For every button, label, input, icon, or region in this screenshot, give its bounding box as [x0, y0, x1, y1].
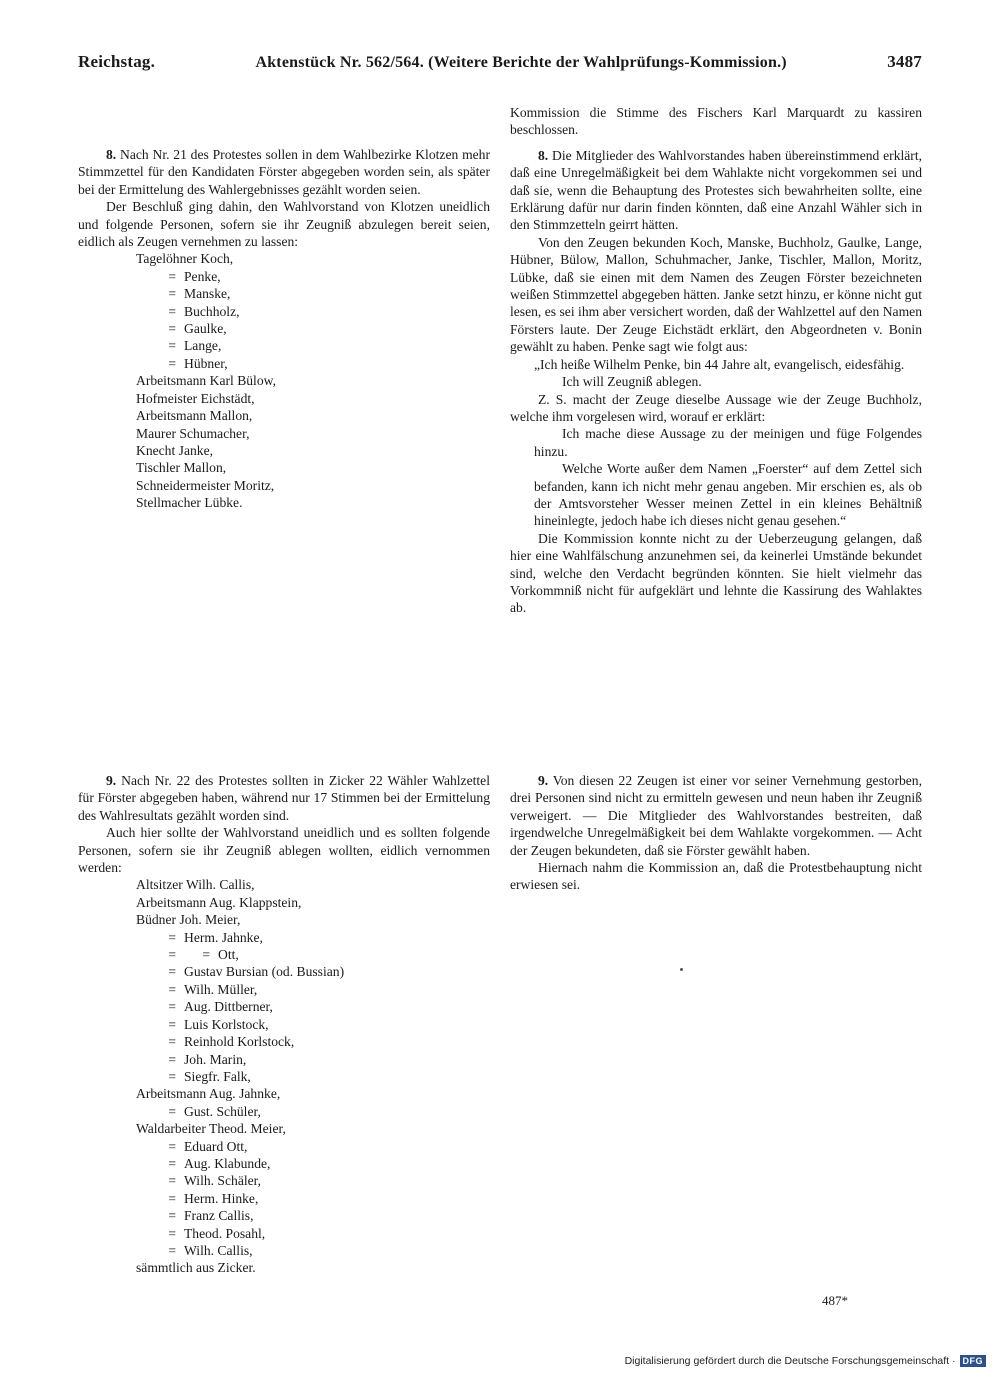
witness-entry — [78, 1120, 490, 1137]
witness-occupation: Arbeitsmann — [136, 1086, 207, 1102]
witness-entry — [78, 946, 490, 963]
ditto-mark: = — [168, 1208, 176, 1224]
ditto-mark: = — [168, 929, 176, 945]
quote-4: Ich mache diese Aussage zu der meinigen und füge Folgendes hinzu. — [534, 426, 922, 459]
witness-name: Lübke. — [204, 495, 243, 511]
witness-name: Moritz, — [233, 477, 275, 493]
witness-entry — [78, 1085, 490, 1102]
witness-entry — [78, 1190, 490, 1207]
quote-2: Ich will Zeugniß ablegen. — [562, 374, 702, 390]
dfg-logo: DFG — [960, 1355, 987, 1367]
ditto-mark: = — [168, 1016, 176, 1032]
witness-name: Franz Callis, — [184, 1208, 254, 1224]
s9-witness-list — [78, 876, 490, 1259]
witness-entry — [78, 285, 490, 302]
witness-entry — [78, 1225, 490, 1242]
ink-speck — [680, 968, 683, 971]
witness-entry — [78, 459, 490, 476]
running-header — [78, 52, 922, 72]
witness-entry — [78, 1051, 490, 1068]
page-number: 3487 — [887, 52, 922, 71]
r8-p1: 8. Die Mitglieder des Wahlvorstandes haben übereinstimmend erklärt, daß eine Unregelmäßigkeit bei dem Wahlakte nicht vorgekommen sei und daß sie, wenn die Behauptung des Protestes sich bewahrheiten sollte, eine Erklärung dafür nur darin finden könnten, daß eine Anzahl Wähler sich in den Stimmzetteln geirrt hätten. — [510, 147, 923, 233]
witness-name: Eduard Ott, — [184, 1138, 248, 1154]
witness-entry — [78, 1033, 490, 1050]
witness-occupation: Maurer — [136, 425, 177, 441]
ditto-mark: = — [168, 981, 176, 997]
witness-entry — [78, 929, 490, 946]
witness-name: Theod. Posahl, — [184, 1225, 266, 1241]
witness-entry — [78, 1155, 490, 1172]
witness-entry — [78, 963, 490, 980]
witness-entry — [78, 1138, 490, 1155]
ditto-mark: = — [168, 1103, 176, 1119]
witness-entry — [78, 1242, 490, 1259]
s8-decision: Der Beschluß ging dahin, den Wahlvorstand von Klotzen uneidlich und folgende Personen, sofern sie ihr Zeugniß abzulegen bereit seien, eidlich als Zeugen vernehmen zu lassen: — [78, 199, 490, 250]
r9-p1: 9. Von diesen 22 Zeugen ist einer vor seiner Vernehmung gestorben, drei Personen sind nicht zu ermitteln gewesen und neun haben ihr Zeugniß verweigert. — Die Mitglieder des Wahlvorstandes bestreiten, daß irgendwelche Unregelmäßigkeit bei dem Wahlakte vorgekommen. — Acht der Zeugen bekundeten, daß sie Förster gewählt haben. — [510, 773, 922, 858]
witness-name: Gustav Bursian (od. Bussian) — [184, 964, 345, 980]
credit-text: Digitalisierung gefördert durch die Deutsche Forschungsgemeinschaft · — [624, 1355, 956, 1367]
ditto-mark: = — [168, 999, 176, 1015]
witness-name: Karl Bülow, — [209, 373, 276, 389]
ditto-mark: = — [168, 355, 176, 371]
witness-entry — [78, 407, 490, 424]
ditto-mark: = — [168, 964, 176, 980]
witness-name: Wilh. Schäler, — [184, 1173, 262, 1189]
quote-1: „Ich heiße Wilhelm Penke, bin 44 Jahre alt, evangelisch, eidesfähig. — [534, 356, 905, 372]
witness-name: Aug. Klappstein, — [208, 894, 302, 910]
witness-occupation: Waldarbeiter — [136, 1121, 206, 1137]
witness-name: Wilh. Callis, — [184, 1242, 253, 1258]
ditto-mark: = — [202, 947, 210, 963]
witness-entry — [78, 1016, 490, 1033]
witness-occupation: Hofmeister — [136, 390, 198, 406]
witness-entry — [78, 425, 490, 442]
witness-occupation: Arbeitsmann — [136, 408, 207, 424]
witness-entry — [78, 1103, 490, 1120]
witness-name: Mallon, — [183, 460, 227, 476]
witness-name: Aug. Klabunde, — [184, 1155, 271, 1171]
witness-name: Eichstädt, — [200, 390, 255, 406]
witness-name: Aug. Dittberner, — [184, 999, 273, 1015]
witness-entry — [78, 303, 490, 320]
witness-occupation: Schneidermeister — [136, 477, 231, 493]
witness-name: Reinhold Korlstock, — [184, 1034, 295, 1050]
witness-name: Wilh. Callis, — [185, 877, 255, 893]
witness-entry — [78, 372, 490, 389]
r8-p2: Von den Zeugen bekunden Koch, Manske, Buchholz, Gaulke, Lange, Hübner, Bülow, Mallon, Schuhmacher, Janke, Tischler, Mallon, Moritz, Lübke, daß sie einen mit dem Namen des Zeugen Förster bezeichneten weißen Stimmzettel abgegeben hätten. Janke setzt hinzu, er könne nicht gut lesen, es sei ihm aber versichert worden, daß der Wahlzettel auf den Namen Försters laute. Der Zeuge Eichstädt erklärt, den Abgeordneten v. Bonin gewählt zu haben. Penke sagt wie folgt aus: — [510, 234, 922, 355]
witness-name: Hübner, — [184, 355, 228, 371]
witness-name: Ott, — [218, 947, 239, 963]
right-column-section-8 — [510, 104, 922, 617]
witness-entry — [78, 894, 490, 911]
ditto-mark: = — [168, 1155, 176, 1171]
ditto-mark: = — [168, 1242, 176, 1258]
witness-name: Herm. Jahnke, — [184, 929, 263, 945]
ditto-mark: = — [168, 303, 176, 319]
s8-witness-list — [78, 250, 490, 511]
witness-entry — [78, 1172, 490, 1189]
witness-entry — [78, 390, 490, 407]
witness-name: Janke, — [178, 442, 214, 458]
witness-name: Koch, — [200, 251, 234, 267]
ditto-mark: = — [168, 338, 176, 354]
r8-p3: Die Kommission konnte nicht zu der Ueberzeugung gelangen, daß hier eine Wahlfälschung anzunehmen sei, da keinerlei Umstände bekundet sind, welche den Verdacht begründen könnten. Sie hielt vielmehr das Vorkommniß nicht für aufgeklärt und lehnte die Kassirung des Wahlaktes ab. — [510, 530, 922, 616]
left-column-section-8 — [78, 146, 490, 512]
ditto-mark: = — [168, 1225, 176, 1241]
witness-occupation: Tischler — [136, 460, 181, 476]
right-column-section-9 — [510, 772, 922, 894]
s9-decision: Auch hier sollte der Wahlvorstand uneidlich und es sollten folgende Personen, sofern sie ihr Zeugniß ablegen wollten, eidlich vernommen werden: — [78, 825, 490, 876]
digitization-credit — [625, 1355, 986, 1367]
ditto-mark: = — [168, 268, 176, 284]
witness-name: Schumacher, — [179, 425, 250, 441]
witness-entry — [78, 250, 490, 267]
carry-over: Kommission die Stimme des Fischers Karl Marquardt zu kassiren beschlossen. — [510, 105, 922, 138]
ditto-mark: = — [168, 947, 176, 963]
witness-occupation: Knecht — [136, 442, 176, 458]
witness-name: Lange, — [184, 338, 222, 354]
witness-name: Aug. Jahnke, — [208, 1086, 281, 1102]
ditto-mark: = — [168, 286, 176, 302]
witness-entry — [78, 268, 490, 285]
ditto-mark: = — [168, 1051, 176, 1067]
witness-entry — [78, 442, 490, 459]
witness-entry — [78, 1068, 490, 1085]
ditto-mark: = — [168, 321, 176, 337]
witness-occupation: Arbeitsmann — [136, 373, 207, 389]
witness-name: Mallon, — [209, 408, 253, 424]
ditto-mark: = — [168, 1138, 176, 1154]
witness-name: Joh. Meier, — [179, 912, 241, 928]
witness-entry — [78, 911, 490, 928]
sheet-number: 487* — [822, 1293, 848, 1308]
witness-name: Herm. Hinke, — [184, 1190, 259, 1206]
s9-intro: 9. Nach Nr. 22 des Protestes sollten in Zicker 22 Wähler Wahlzettel für Förster abgegeben haben, während nur 17 Stimmen bei der Ermittelung des Wahlresultats gezählt worden sind. — [78, 773, 490, 823]
witness-occupation: Altsitzer — [136, 877, 183, 893]
witness-entry — [78, 337, 490, 354]
ditto-mark: = — [168, 1173, 176, 1189]
witness-entry — [78, 320, 490, 337]
witness-entry — [78, 477, 490, 494]
header-left: Reichstag. — [78, 52, 156, 71]
s9-closing: sämmtlich aus Zicker. — [136, 1260, 256, 1276]
ditto-mark: = — [168, 1068, 176, 1084]
witness-name: Luis Korlstock, — [184, 1016, 269, 1032]
witness-name: Manske, — [184, 286, 231, 302]
witness-name: Gust. Schüler, — [184, 1103, 261, 1119]
witness-entry — [78, 355, 490, 372]
witness-entry — [78, 1207, 490, 1224]
witness-name: Gaulke, — [184, 321, 227, 337]
witness-name: Penke, — [184, 268, 221, 284]
witness-entry — [78, 981, 490, 998]
left-column-section-9 — [78, 772, 490, 1277]
witness-entry — [78, 494, 490, 511]
witness-name: Joh. Marin, — [184, 1051, 247, 1067]
witness-occupation: Büdner — [136, 912, 177, 928]
witness-name: Wilh. Müller, — [184, 981, 258, 997]
witness-entry — [78, 998, 490, 1015]
header-title: Aktenstück Nr. 562/564. (Weitere Berichte der Wahlprüfungs-Kommission.) — [255, 54, 787, 71]
witness-name: Buchholz, — [184, 303, 240, 319]
witness-occupation: Stellmacher — [136, 495, 201, 511]
witness-name: Siegfr. Falk, — [184, 1068, 251, 1084]
ditto-mark: = — [168, 1190, 176, 1206]
quote-3: Z. S. macht der Zeuge dieselbe Aussage wie der Zeuge Buchholz, welche ihm vorgelesen wird, worauf er erklärt: — [510, 391, 922, 424]
witness-name: Theod. Meier, — [209, 1121, 286, 1137]
ditto-mark: = — [168, 1034, 176, 1050]
witness-occupation: Arbeitsmann — [136, 894, 207, 910]
s8-intro: 8. Nach Nr. 21 des Protestes sollen in dem Wahlbezirke Klotzen mehr Stimmzettel für den Kandidaten Förster abgegeben worden sein, als später bei der Ermittelung des Wahlergebnisses gezählt worden seien. — [78, 147, 491, 197]
r9-p2: Hiernach nahm die Kommission an, daß die Protestbehauptung nicht erwiesen sei. — [510, 860, 922, 893]
quote-5: Welche Worte außer dem Namen „Foerster“ auf dem Zettel sich befanden, kann ich nicht mehr genau angeben. Mir erschien es, als ob der Amtsvorsteher Wesser meinen Zettel in ein kleines Behältniß hineinlegte, jedoch habe ich dieses nicht genau gesehen.“ — [534, 461, 922, 529]
witness-entry — [78, 876, 490, 893]
witness-occupation: Tagelöhner — [136, 251, 197, 267]
